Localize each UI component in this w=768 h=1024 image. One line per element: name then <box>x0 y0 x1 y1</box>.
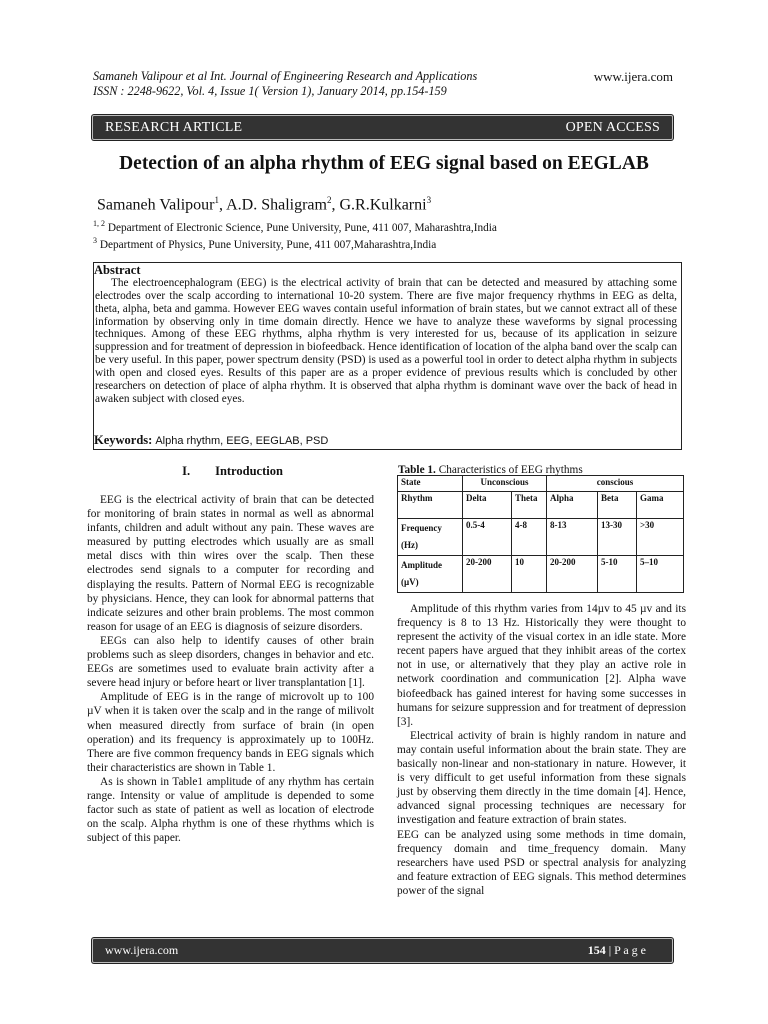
footer-website[interactable]: www.ijera.com <box>105 943 179 957</box>
table-cell: State <box>398 476 463 492</box>
keywords-label: Keywords: <box>94 433 153 447</box>
table-cell: Rhythm <box>398 492 463 519</box>
page-word: | P a g e <box>605 943 646 957</box>
table-cell: 20-200 <box>463 556 512 593</box>
citation-line-1: Samaneh Valipour et al Int. Journal of Engineering Research and Applications <box>93 69 478 83</box>
table-row <box>398 476 684 492</box>
right-column <box>397 602 686 898</box>
paragraph: Amplitude of EEG is in the range of microvolt up to 100 µV when it is taken over the scalp and in the range of milivolt when measured directly from surface of brain (in open operation) and its frequency is approximately up to 100Hz. There are five common frequency bands in EEG signals which their characteristics are shown in Table 1. <box>87 691 374 774</box>
section-number: I. <box>182 464 191 478</box>
table-cell: Beta <box>598 492 637 519</box>
affiliation-2 <box>93 234 436 252</box>
paragraph: EEGs can also help to identify causes of other brain problems such as sleep disorders, changes in behavior and etc. EEGs are sometimes used to evaluate brain activity after a severe head injury or before heart or liver transplantation [1]. <box>87 634 374 690</box>
page-number-label <box>588 943 646 958</box>
abstract-body: The electroencephalogram (EEG) is the electrical activity of brain that can be detected and measured by attaching some electrodes over the scalp according to international 10-20 system. There are five major frequency rhythms in EEG as delta, theta, alpha, beta and gamma. However EEG waves contain useful information of brain states, but we cannot extract all of these information by observing only in time domain directly. Hence we have to analyze these waveforms by signal processing techniques. Among of these EEG rhythms, alpha rhythm is very interested for us, because of its application in seizure suppression and for treatment of depression in biofeedback. Hence identification of location of the alpha band over the scalp can be very useful. In this paper, power spectrum density (PSD) is used as a powerful tool in order to detect alpha rhythm in subjects with open and closed eyes. Results of this paper are as a proper evidence of previous results which is concluded by other researchers on detection of place of alpha rhythm. It is observed that alpha rhythm is dominant wave over the back of head in awaken subject with closed eyes. <box>95 277 677 405</box>
author-sup: 1 <box>214 195 219 205</box>
author-sup: 3 <box>426 195 432 205</box>
table-cell: Unconscious <box>463 476 547 492</box>
page-footer <box>92 938 673 963</box>
affiliation-sup: 3 <box>93 236 97 245</box>
table-cell: Frequency (Hz) <box>398 519 463 556</box>
table-cell: Delta <box>463 492 512 519</box>
keywords-line <box>94 433 328 448</box>
citation-line-2: ISSN : 2248-9622, Vol. 4, Issue 1( Version 1), January 2014, pp.154-159 <box>93 84 447 98</box>
table-caption-label: Table 1. <box>398 464 436 476</box>
paper-title: Detection of an alpha rhythm of EEG signal based on EEGLAB <box>119 153 649 174</box>
author-name: A.D. Shaligram <box>226 196 327 214</box>
author-list <box>97 195 431 214</box>
table-cell: Alpha <box>547 492 598 519</box>
paragraph: As is shown in Table1 amplitude of any rhythm has certain range. Intensity or value of amplitude is depended to some factor such as state of patient as well as location of electrode on the scalp. Alpha rhythm is one of these rhythms which is subject of this paper. <box>87 775 374 845</box>
paragraph: Amplitude of this rhythm varies from 14µv to 45 µv and its frequency is 8 to 13 Hz. Historically they were thought to represent the activity of the visual cortex in an idle state. More recent papers have argued that they inhibit areas of the cortex not in use, or alternatively that they play an active role in network coordination and communication [2]. Alpha wave biofeedback has gained interest for having some successes in humans for seizure suppression and for treatment of depression [3]. <box>397 603 686 728</box>
affiliation-1 <box>93 217 497 235</box>
eeg-rhythms-table <box>397 475 684 593</box>
paragraph: EEG can be analyzed using some methods in time domain, frequency domain and time_frequency domain. Many researchers have used PSD or spectral analysis for analyzing and feature extraction of EEG signals. This method determines power of the signal <box>397 828 686 897</box>
table-cell: 20-200 <box>547 556 598 593</box>
author-separator: , <box>218 196 227 214</box>
table-cell: 13-30 <box>598 519 637 556</box>
table-cell: 8-13 <box>547 519 598 556</box>
affiliation-text: Department of Electronic Science, Pune University, Pune, 411 007, Maharashtra,India <box>107 221 497 234</box>
table-row <box>398 492 684 519</box>
open-access-label: OPEN ACCESS <box>565 119 660 135</box>
author-separator: , <box>331 196 340 214</box>
affiliation-text: Department of Physics, Pune University, Pune, 411 007,Maharashtra,India <box>99 238 437 251</box>
article-type-banner <box>92 115 673 140</box>
table-row <box>398 556 684 593</box>
table-cell: conscious <box>547 476 684 492</box>
affiliation-sup: 1, 2 <box>93 219 105 228</box>
table-row <box>398 519 684 556</box>
table-cell: Theta <box>512 492 547 519</box>
author-sup: 2 <box>326 195 332 205</box>
keywords-list: Alpha rhythm, EEG, EEGLAB, PSD <box>155 435 329 447</box>
table-cell: 5-10 <box>598 556 637 593</box>
table-cell: Gama <box>637 492 684 519</box>
table-cell: 5–10 <box>637 556 684 593</box>
section-heading <box>90 464 375 479</box>
table-caption-text: Characteristics of EEG rhythms <box>438 464 583 476</box>
table-cell: 4-8 <box>512 519 547 556</box>
research-article-label: RESEARCH ARTICLE <box>105 119 243 135</box>
paragraph: EEG is the electrical activity of brain that can be detected for monitoring of brain states in normal as well as abnormal infants, children and adult without any pain. These waves are measured by putting electrodes which usually are as small metal discs with thin wires over the scalp. Then these electrodes send signals to a computer for recording and displaying the results. Pattern of Normal EEG is recognizable by physicians. Hence, they can look for abnormal patterns that indicate seizures and other brain problems. The most common reason for usage of an EEG is diagnosis of seizure disorders. <box>87 494 374 633</box>
section-title: Introduction <box>215 464 283 478</box>
journal-citation <box>93 69 477 99</box>
table-cell: >30 <box>637 519 684 556</box>
page-number: 154 <box>587 943 606 957</box>
table-cell: 0.5-4 <box>463 519 512 556</box>
table-cell: 10 <box>512 556 547 593</box>
table-cell: Amplitude (µV) <box>398 556 463 593</box>
abstract-heading: Abstract <box>94 263 141 277</box>
left-column <box>87 493 374 845</box>
author-name: G.R.Kulkarni <box>339 196 427 214</box>
paragraph: Electrical activity of brain is highly random in nature and may contain useful information about the brain state. They are basically non-linear and non-stationary in nature. However, it is very difficult to get useful information from these signals just by observing them directly in the time domain [4]. Hence, advanced signal processing techniques are necessary for investigation and feature extraction of brain states. <box>397 729 686 827</box>
header-website[interactable]: www.ijera.com <box>593 69 673 84</box>
author-name: Samaneh Valipour <box>97 196 215 214</box>
